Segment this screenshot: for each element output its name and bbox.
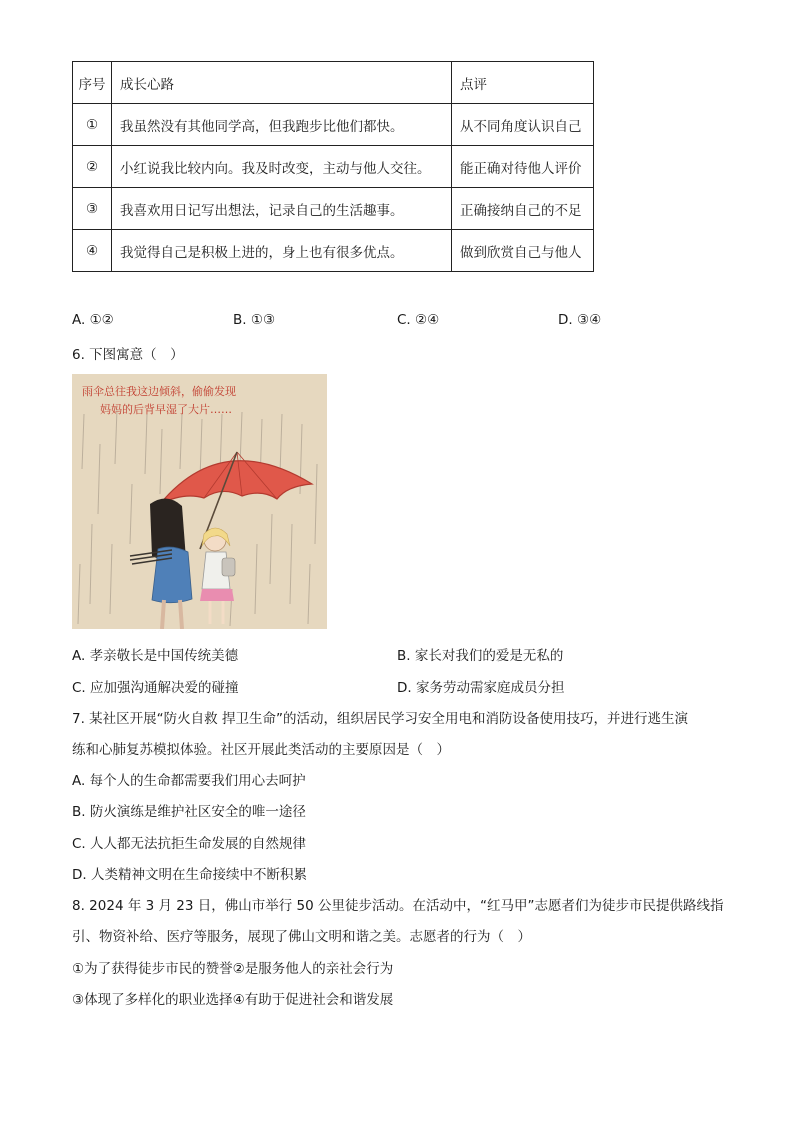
row-comment: 从不同角度认识自己 [452,104,594,146]
q7-stem-line2: 练和心肺复苏模拟体验。社区开展此类活动的主要原因是（ ） [72,742,450,758]
row-content: 我觉得自己是积极上进的，身上也有很多优点。 [112,230,452,272]
row-content: 小红说我比较内向。我及时改变，主动与他人交往。 [112,146,452,188]
picture-caption-line1: 雨伞总往我这边倾斜，偷偷发现 [82,385,236,398]
row-content: 我喜欢用日记写出想法，记录自己的生活趣事。 [112,188,452,230]
row-number: ③ [73,188,112,230]
row-comment: 做到欣赏自己与他人 [452,230,594,272]
table-header-row [73,62,594,104]
growth-table [72,61,594,272]
q8-stem-line2: 引、物资补给、医疗等服务，展现了佛山文明和谐之美。志愿者的行为（ ） [72,929,531,945]
q8-choices-line1: ①为了获得徒步市民的赞誉②是服务他人的亲社会行为 [72,961,394,977]
q6-option-b[interactable]: B. 家长对我们的爱是无私的 [397,648,564,664]
q5-option-a[interactable]: A. ①② [72,312,114,328]
q5-option-b[interactable]: B. ①③ [233,312,276,328]
q6-option-d[interactable]: D. 家务劳动需家庭成员分担 [397,680,565,696]
q8-choices-line2: ③体现了多样化的职业选择④有助于促进社会和谐发展 [72,992,394,1008]
row-comment: 正确接纳自己的不足 [452,188,594,230]
umbrella-illustration [72,374,327,629]
row-number: ① [73,104,112,146]
table-row [73,104,594,146]
row-number: ② [73,146,112,188]
q6-stem: 6. 下图寓意（ ） [72,347,184,363]
q7-option-d[interactable]: D. 人类精神文明在生命接续中不断积累 [72,867,307,883]
q5-option-c[interactable]: C. ②④ [397,312,440,328]
header-comment: 点评 [452,62,594,104]
table-row [73,230,594,272]
row-comment: 能正确对待他人评价 [452,146,594,188]
header-number: 序号 [73,62,112,104]
q7-option-a[interactable]: A. 每个人的生命都需要我们用心去呵护 [72,773,306,789]
q8-stem-line1: 8. 2024 年 3 月 23 日，佛山市举行 50 公里徒步活动。在活动中，“红马甲”志愿者们为徒步市民提供路线指 [72,898,724,914]
row-content: 我虽然没有其他同学高，但我跑步比他们都快。 [112,104,452,146]
q6-option-c[interactable]: C. 应加强沟通解决爱的碰撞 [72,680,239,696]
q5-option-d[interactable]: D. ③④ [558,312,602,328]
picture-caption-line2: 妈妈的后背早湿了大片…… [100,403,232,416]
q7-option-c[interactable]: C. 人人都无法抗拒生命发展的自然规律 [72,836,307,852]
q6-option-a[interactable]: A. 孝亲敬长是中国传统美德 [72,648,239,664]
table-row [73,146,594,188]
table-row [73,188,594,230]
q7-option-b[interactable]: B. 防火演练是维护社区安全的唯一途径 [72,804,306,820]
q7-stem-line1: 7. 某社区开展“防火自救 捍卫生命”的活动，组织居民学习安全用电和消防设备使用技巧，并进行逃生演 [72,711,688,727]
row-number: ④ [73,230,112,272]
header-growth-path: 成长心路 [112,62,452,104]
